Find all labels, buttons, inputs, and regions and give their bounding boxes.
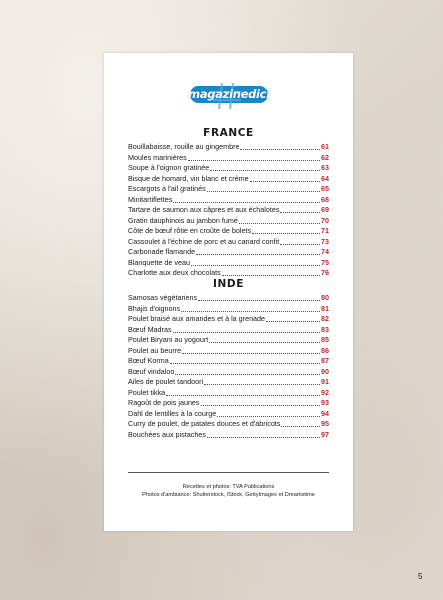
toc-entry-page: 73 — [321, 236, 329, 246]
toc-entry-page: 63 — [321, 163, 329, 172]
toc-entry[interactable] — [128, 430, 329, 441]
toc-entry-page: 70 — [321, 215, 329, 225]
toc-entry[interactable] — [128, 419, 329, 430]
toc-entry[interactable] — [128, 346, 329, 357]
toc-entry[interactable] — [128, 356, 329, 367]
divider — [128, 472, 329, 473]
toc-entry-page: 80 — [321, 293, 329, 302]
toc-entry[interactable] — [128, 258, 329, 269]
toc-entry[interactable] — [128, 367, 329, 378]
dot-leader — [207, 191, 320, 192]
toc-entry[interactable] — [128, 174, 329, 185]
toc-entry-title: Dahl de lentilles à la courge — [128, 408, 217, 418]
section-title-inde: INDE — [213, 278, 244, 290]
toc-entry-title: Bœuf Madras — [128, 324, 172, 334]
toc-entry-page: 90 — [321, 366, 329, 376]
toc-entry[interactable] — [128, 184, 329, 195]
toc-entry-title: Escargots à l'ail gratinés — [128, 184, 206, 193]
section-title-france: FRANCE — [203, 127, 254, 139]
toc-entry[interactable] — [128, 304, 329, 315]
dot-leader — [170, 363, 320, 364]
dot-leader — [198, 300, 320, 301]
toc-entry-page: 94 — [321, 408, 329, 418]
dot-leader — [166, 395, 320, 396]
toc-entry-title: Poulet tikka — [128, 387, 166, 397]
toc-entry-title: Cassoulet à l'échine de porc et au canard confit — [128, 236, 280, 246]
dot-leader — [252, 233, 320, 234]
dot-leader — [281, 426, 320, 427]
toc-entry[interactable] — [128, 388, 329, 399]
toc-entry-page: 68 — [321, 194, 329, 204]
toc-entry-page: 74 — [321, 247, 329, 256]
toc-entry-page: 65 — [321, 184, 329, 193]
toc-entry[interactable] — [128, 163, 329, 174]
toc-entry[interactable] — [128, 325, 329, 336]
toc-entry-page: 95 — [321, 419, 329, 428]
toc-entry[interactable] — [128, 153, 329, 164]
toc-entry-title: Bouchées aux pistaches — [128, 429, 206, 439]
dot-leader — [266, 321, 320, 322]
toc-entry-title: Poulet Biryani au yogourt — [128, 335, 209, 344]
toc-entry-title: Côte de bœuf rôtie en croûte de bolets — [128, 226, 252, 235]
dot-leader — [217, 416, 320, 417]
toc-entry-page: 93 — [321, 398, 329, 407]
toc-entry-page: 85 — [321, 335, 329, 344]
toc-entry-title: Ragoût de pois jaunes — [128, 398, 200, 407]
dot-leader — [191, 265, 320, 266]
toc-entry-page: 61 — [321, 142, 329, 151]
dot-leader — [181, 311, 320, 312]
toc-entry[interactable] — [128, 195, 329, 206]
dot-leader — [204, 384, 320, 385]
toc-entry[interactable] — [128, 142, 329, 153]
recipe-list-france — [128, 142, 329, 279]
dot-leader — [280, 244, 320, 245]
recipe-list-inde — [128, 293, 329, 440]
toc-entry[interactable] — [128, 226, 329, 237]
dot-leader — [173, 202, 320, 203]
dot-leader — [173, 332, 320, 333]
dot-leader — [240, 149, 320, 150]
dot-leader — [201, 405, 320, 406]
dot-leader — [222, 275, 320, 276]
toc-entry-title: Curry de poulet, de patates douces et d'abricots — [128, 419, 281, 428]
dot-leader — [209, 342, 320, 343]
toc-entry-title: Minitartiflettes — [128, 194, 173, 204]
toc-entry-page: 83 — [321, 324, 329, 334]
toc-entry-title: Samosas végétariens — [128, 293, 198, 302]
toc-entry[interactable] — [128, 293, 329, 304]
toc-entry-title: Moules marinières — [128, 152, 187, 162]
dot-leader — [196, 254, 320, 255]
dot-leader — [210, 170, 320, 171]
toc-entry-title: Blanquette de veau — [128, 257, 190, 267]
dot-leader — [182, 353, 320, 354]
toc-entry-page: 76 — [321, 268, 329, 277]
toc-entry-page: 62 — [321, 152, 329, 162]
toc-entry-page: 91 — [321, 377, 329, 386]
toc-entry[interactable] — [128, 247, 329, 258]
toc-entry-title: Poulet braisé aux amandes et à la grenade — [128, 314, 266, 323]
toc-entry-page: 87 — [321, 356, 329, 365]
toc-entry[interactable] — [128, 205, 329, 216]
toc-entry-title: Bœuf vindaloo — [128, 366, 175, 376]
toc-entry[interactable] — [128, 268, 329, 279]
toc-entry-title: Carbonade flamande — [128, 247, 196, 256]
toc-entry-title: Bœuf Korma — [128, 356, 169, 365]
toc-entry-title: Bouillabaisse, rouille au gingembre — [128, 142, 240, 151]
credits-photos: Photos d'ambiance: Shutterstock, iStock, GettyImages et Dreamstime — [142, 492, 315, 498]
toc-entry-page: 86 — [321, 345, 329, 355]
toc-entry-title: Tartare de saumon aux câpres et aux échalotes — [128, 205, 280, 214]
dot-leader — [239, 223, 320, 224]
dot-leader — [175, 374, 320, 375]
toc-entry[interactable] — [128, 216, 329, 227]
toc-entry-title: Gratin dauphinois au jambon fumé — [128, 215, 238, 225]
toc-entry-page: 82 — [321, 314, 329, 323]
page-number: 5 — [418, 572, 423, 581]
toc-entry[interactable] — [128, 409, 329, 420]
toc-entry-title: Bisque de homard, vin blanc et crème — [128, 173, 249, 183]
toc-entry[interactable] — [128, 335, 329, 346]
credits-recipes: Recettes et photos: TVA Publications — [182, 484, 275, 490]
toc-entry-page: 75 — [321, 257, 329, 267]
dot-leader — [280, 212, 320, 213]
dot-leader — [250, 181, 320, 182]
toc-entry[interactable] — [128, 377, 329, 388]
toc-entry-page: 81 — [321, 303, 329, 313]
toc-entry-title: Bhajis d'oignons — [128, 303, 181, 313]
toc-entry-page: 71 — [321, 226, 329, 235]
toc-entry-page: 92 — [321, 387, 329, 397]
table-of-contents-card — [104, 53, 353, 531]
toc-entry-title: Poulet au beurre — [128, 345, 182, 355]
toc-entry-title: Charlotte aux deux chocolats — [128, 268, 221, 277]
toc-entry[interactable] — [128, 314, 329, 325]
toc-entry-page: 69 — [321, 205, 329, 214]
toc-entry-page: 64 — [321, 173, 329, 183]
dot-leader — [188, 160, 320, 161]
dot-leader — [207, 437, 320, 438]
toc-entry-page: 97 — [321, 429, 329, 439]
toc-entry[interactable] — [128, 398, 329, 409]
toc-entry[interactable] — [128, 237, 329, 248]
toc-entry-title: Ailes de poulet tandoori — [128, 377, 204, 386]
logo-text: magazinedici — [188, 87, 270, 101]
toc-entry-title: Soupe à l'oignon gratinée — [128, 163, 210, 172]
magazinedici-logo — [188, 83, 270, 109]
